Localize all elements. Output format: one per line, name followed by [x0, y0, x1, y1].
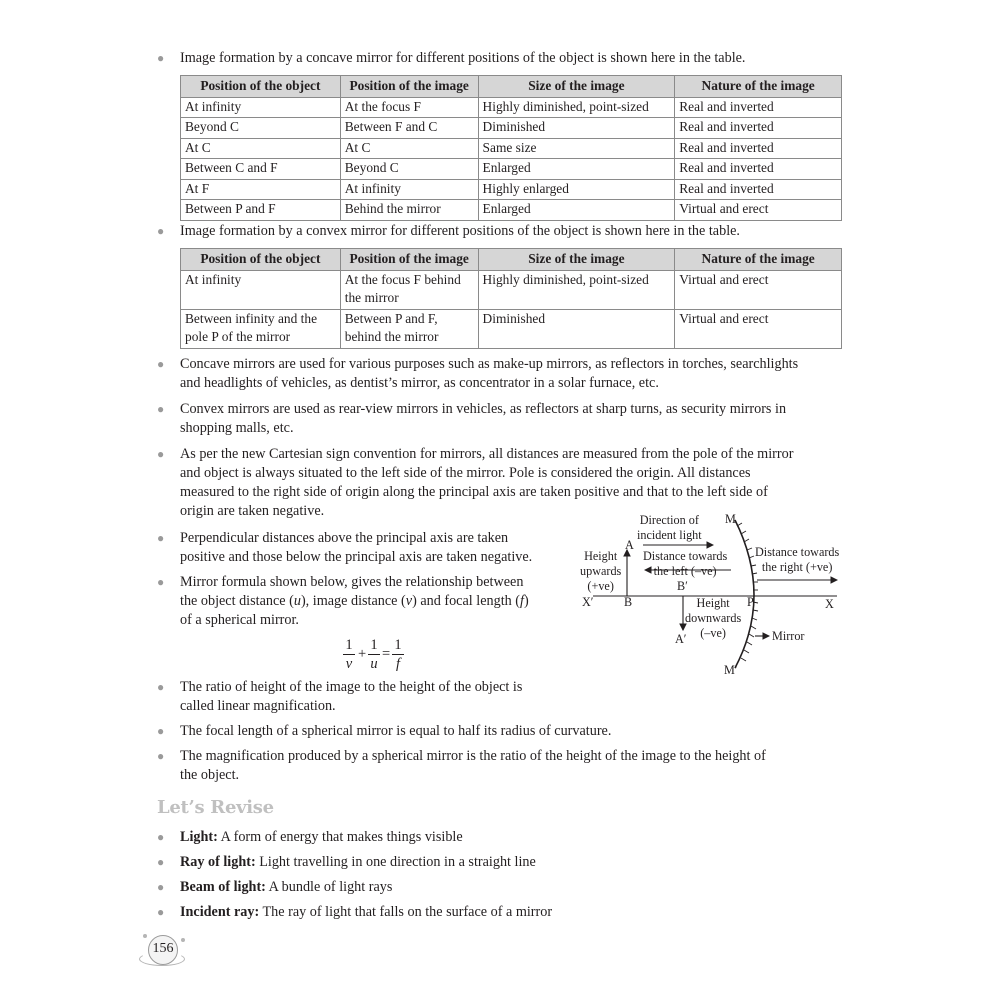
- symbol-f: f: [520, 593, 524, 609]
- text-line: Mirror formula shown below, gives the relationship between: [180, 574, 524, 590]
- table-cell: [181, 270, 341, 309]
- table-cell: [675, 270, 842, 309]
- label-b-prime: B′: [677, 579, 688, 593]
- denominator: v: [345, 656, 353, 672]
- table-row: [181, 270, 842, 309]
- cell-line: the mirror: [344, 290, 399, 305]
- text-line: [180, 592, 529, 611]
- linear-magnification-text: [180, 678, 522, 716]
- revise-item-light: [157, 828, 463, 847]
- concave-uses-text: [180, 355, 798, 393]
- table-header-row: [181, 249, 842, 271]
- table-cell: [675, 309, 842, 348]
- cell-line: behind the mirror: [344, 329, 439, 344]
- text-line: The ratio of height of the image to the height of the object is: [180, 679, 523, 695]
- label-direction-of-incident-light: [637, 513, 702, 543]
- text-line: As per the new Cartesian sign convention for mirrors, all distances are measured from the pole of the mirror: [180, 446, 794, 462]
- text-line: The magnification produced by a spherical mirror is the ratio of the height of the image to the height of: [180, 748, 766, 764]
- text-line: measured to the right side of origin along the principal axis are taken positive and that to the left side of: [180, 484, 768, 500]
- bullet-perpendicular: [157, 529, 532, 567]
- bullet-icon: ●: [157, 724, 165, 738]
- text-fragment: ): [523, 593, 529, 609]
- text-line: downwards: [685, 611, 742, 625]
- label-a: A: [625, 538, 634, 552]
- text-line: upwards: [580, 564, 622, 578]
- fraction-1-over-v: [343, 636, 355, 673]
- numerator: 1: [370, 637, 378, 653]
- text-fragment: ), image distance (: [300, 593, 406, 609]
- text-line: and headlights of vehicles, as dentist’s mirror, as concentrator in a solar furnace, etc.: [180, 375, 659, 391]
- text-line: of a spherical mirror.: [180, 612, 299, 628]
- text-line: called linear magnification.: [180, 698, 336, 714]
- revise-term: Ray of light:: [180, 854, 256, 870]
- table-cell: Diminished: [478, 118, 675, 139]
- revise-item-text: [180, 903, 552, 922]
- cell-line: pole P of the mirror: [185, 329, 291, 344]
- decor-dot: [181, 938, 185, 942]
- bullet-icon: ●: [157, 357, 165, 371]
- revise-item-text: [180, 878, 392, 897]
- cell-line: At infinity: [185, 271, 242, 287]
- label-a-prime: A′: [675, 632, 687, 646]
- mirror-formula-text: [180, 573, 529, 630]
- bullet-icon: ●: [157, 680, 165, 694]
- bullet-convex-intro: [157, 222, 740, 241]
- table-cell: At C: [340, 138, 478, 159]
- denominator: f: [395, 656, 401, 672]
- page-number-badge: [137, 932, 187, 972]
- bullet-icon: ●: [157, 447, 165, 461]
- label-distance-right: [755, 545, 839, 575]
- table-row: [181, 159, 842, 180]
- revise-item-text: [180, 853, 536, 872]
- header-image-nature: Nature of the image: [675, 249, 842, 271]
- concave-mirror-table: [180, 75, 842, 221]
- bullet-concave-intro: [157, 49, 745, 68]
- table-cell: Same size: [478, 138, 675, 159]
- table-cell: Real and inverted: [675, 179, 842, 200]
- convex-mirror-table: [180, 248, 842, 349]
- bullet-focal-length: [157, 722, 611, 741]
- fraction-1-over-u: [368, 636, 380, 673]
- label-p: P: [747, 595, 754, 609]
- bullet-icon: ●: [157, 905, 165, 919]
- table-row: [181, 138, 842, 159]
- bullet-icon: ●: [157, 749, 165, 763]
- header-image-nature: Nature of the image: [675, 76, 842, 98]
- header-object-position: Position of the object: [181, 76, 341, 98]
- cell-line: Highly diminished, point-sized: [482, 271, 649, 287]
- text-line: positive and those below the principal axis are taken negative.: [180, 549, 533, 565]
- table-cell: Between C and F: [181, 159, 341, 180]
- label-x-prime: X′: [582, 595, 594, 609]
- revise-term: Light:: [180, 829, 218, 845]
- bullet-icon: ●: [157, 402, 165, 416]
- table-cell: Highly enlarged: [478, 179, 675, 200]
- text-line: Perpendicular distances above the principal axis are taken: [180, 530, 509, 546]
- table-cell: [181, 309, 341, 348]
- bullet-linear-magnification: [157, 678, 522, 716]
- convex-uses-text: [180, 400, 786, 438]
- bullet-icon: ●: [157, 830, 165, 844]
- bullet-mirror-formula: [157, 573, 529, 630]
- table-cell: At infinity: [340, 179, 478, 200]
- convex-intro-text: Image formation by a convex mirror for different positions of the object is shown here in the table.: [180, 223, 740, 239]
- plus-sign: +: [358, 646, 367, 662]
- table-cell: Real and inverted: [675, 159, 842, 180]
- header-image-position: Position of the image: [340, 76, 478, 98]
- table-cell: At the focus F: [340, 97, 478, 118]
- label-b: B: [624, 595, 633, 609]
- text-line: and object is always situated to the left side of the mirror. Pole is considered the origin. All distances: [180, 465, 751, 481]
- table-row: [181, 97, 842, 118]
- table-cell: At infinity: [181, 97, 341, 118]
- text-line: (–ve): [700, 626, 726, 640]
- table-cell: Enlarged: [478, 200, 675, 221]
- table-cell: Real and inverted: [675, 118, 842, 139]
- table-row: [181, 179, 842, 200]
- text-line: the left (–ve): [653, 564, 717, 578]
- table-cell: Between P and F: [181, 200, 341, 221]
- revise-item-ray-of-light: [157, 853, 536, 872]
- text-line: Distance towards: [755, 545, 840, 559]
- label-m: M: [725, 512, 736, 526]
- revise-description: A bundle of light rays: [265, 879, 393, 895]
- bullet-icon: ●: [157, 531, 165, 545]
- label-height-downwards: [685, 596, 741, 641]
- cell-line: Between infinity and the: [185, 310, 318, 326]
- revise-item-incident-ray: [157, 903, 552, 922]
- table-row: [181, 118, 842, 139]
- table-cell: Enlarged: [478, 159, 675, 180]
- text-line: Concave mirrors are used for various purposes such as make-up mirrors, as reflectors in torches, searchlights: [180, 356, 799, 372]
- text-line: Direction of: [639, 513, 699, 527]
- table-cell: Real and inverted: [675, 138, 842, 159]
- table-cell: At C: [181, 138, 341, 159]
- table-cell: Behind the mirror: [340, 200, 478, 221]
- header-image-position: Position of the image: [340, 249, 478, 271]
- text-line: Distance towards: [643, 549, 728, 563]
- table-cell: [478, 309, 675, 348]
- equals-sign: =: [382, 646, 391, 662]
- table-cell: Beyond C: [181, 118, 341, 139]
- fraction-1-over-f: [392, 636, 404, 673]
- text-line: the object.: [180, 767, 240, 783]
- table-cell: Between F and C: [340, 118, 478, 139]
- text-line: the right (+ve): [761, 560, 833, 574]
- denominator: u: [370, 656, 378, 672]
- revise-term: Incident ray:: [180, 904, 260, 920]
- text-line: shopping malls, etc.: [180, 420, 294, 436]
- revise-description: Light travelling in one direction in a straight line: [255, 854, 536, 870]
- cell-line: At the focus F behind: [344, 271, 461, 287]
- numerator: 1: [394, 637, 402, 653]
- decor-dot: [143, 934, 147, 938]
- cell-line: Between P and F,: [344, 310, 438, 326]
- concave-intro-text: Image formation by a concave mirror for different positions of the object is shown here in the table.: [180, 50, 746, 66]
- header-object-position: Position of the object: [181, 249, 341, 271]
- table-cell: [478, 270, 675, 309]
- table-cell: At F: [181, 179, 341, 200]
- focal-length-text: The focal length of a spherical mirror is equal to half its radius of curvature.: [180, 723, 612, 739]
- text-line: Height: [696, 596, 730, 610]
- text-line: incident light: [637, 528, 702, 542]
- header-image-size: Size of the image: [478, 76, 675, 98]
- revise-description: A form of energy that makes things visible: [217, 829, 463, 845]
- revise-description: The ray of light that falls on the surface of a mirror: [259, 904, 553, 920]
- table-cell: Real and inverted: [675, 97, 842, 118]
- bullet-icon: ●: [157, 51, 165, 65]
- bullet-convex-uses: [157, 400, 786, 438]
- table-cell: [340, 270, 478, 309]
- header-image-size: Size of the image: [478, 249, 675, 271]
- table-row: [181, 309, 842, 348]
- revise-term: Beam of light:: [180, 879, 266, 895]
- table-cell: Highly diminished, point-sized: [478, 97, 675, 118]
- revise-item-beam-of-light: [157, 878, 392, 897]
- symbol-v: v: [405, 593, 413, 609]
- bullet-magnification: [157, 747, 766, 785]
- text-line: Height: [584, 549, 618, 563]
- table-header-row: [181, 76, 842, 98]
- text-line: (+ve): [587, 579, 614, 593]
- cell-line: Diminished: [482, 310, 546, 326]
- table-cell: Virtual and erect: [675, 200, 842, 221]
- label-m-prime: M′: [724, 663, 738, 677]
- text-line: origin are taken negative.: [180, 503, 325, 519]
- table-cell: [340, 309, 478, 348]
- cell-line: Virtual and erect: [679, 271, 769, 287]
- sign-convention-diagram: [575, 508, 850, 683]
- perpendicular-text: [180, 529, 532, 567]
- label-distance-left: [643, 549, 727, 579]
- symbol-u: u: [293, 593, 301, 609]
- text-line: Convex mirrors are used as rear-view mirrors in vehicles, as reflectors at sharp turns, as security mirrors in: [180, 401, 787, 417]
- bullet-icon: ●: [157, 855, 165, 869]
- label-mirror: Mirror: [772, 629, 805, 643]
- bullet-concave-uses: [157, 355, 798, 393]
- text-fragment: ) and focal length (: [412, 593, 520, 609]
- text-fragment: the object distance (: [180, 593, 294, 609]
- magnification-text: [180, 747, 766, 785]
- label-x: X: [825, 597, 834, 611]
- bullet-icon: ●: [157, 224, 165, 238]
- cell-line: Virtual and erect: [679, 310, 769, 326]
- table-cell: Beyond C: [340, 159, 478, 180]
- page-number: 156: [152, 941, 174, 956]
- table-row: [181, 200, 842, 221]
- bullet-icon: ●: [157, 880, 165, 894]
- lets-revise-heading: Let’s Revise: [157, 797, 274, 818]
- numerator: 1: [345, 637, 353, 653]
- revise-item-text: [180, 828, 463, 847]
- label-height-upwards: [580, 549, 621, 594]
- bullet-icon: ●: [157, 575, 165, 589]
